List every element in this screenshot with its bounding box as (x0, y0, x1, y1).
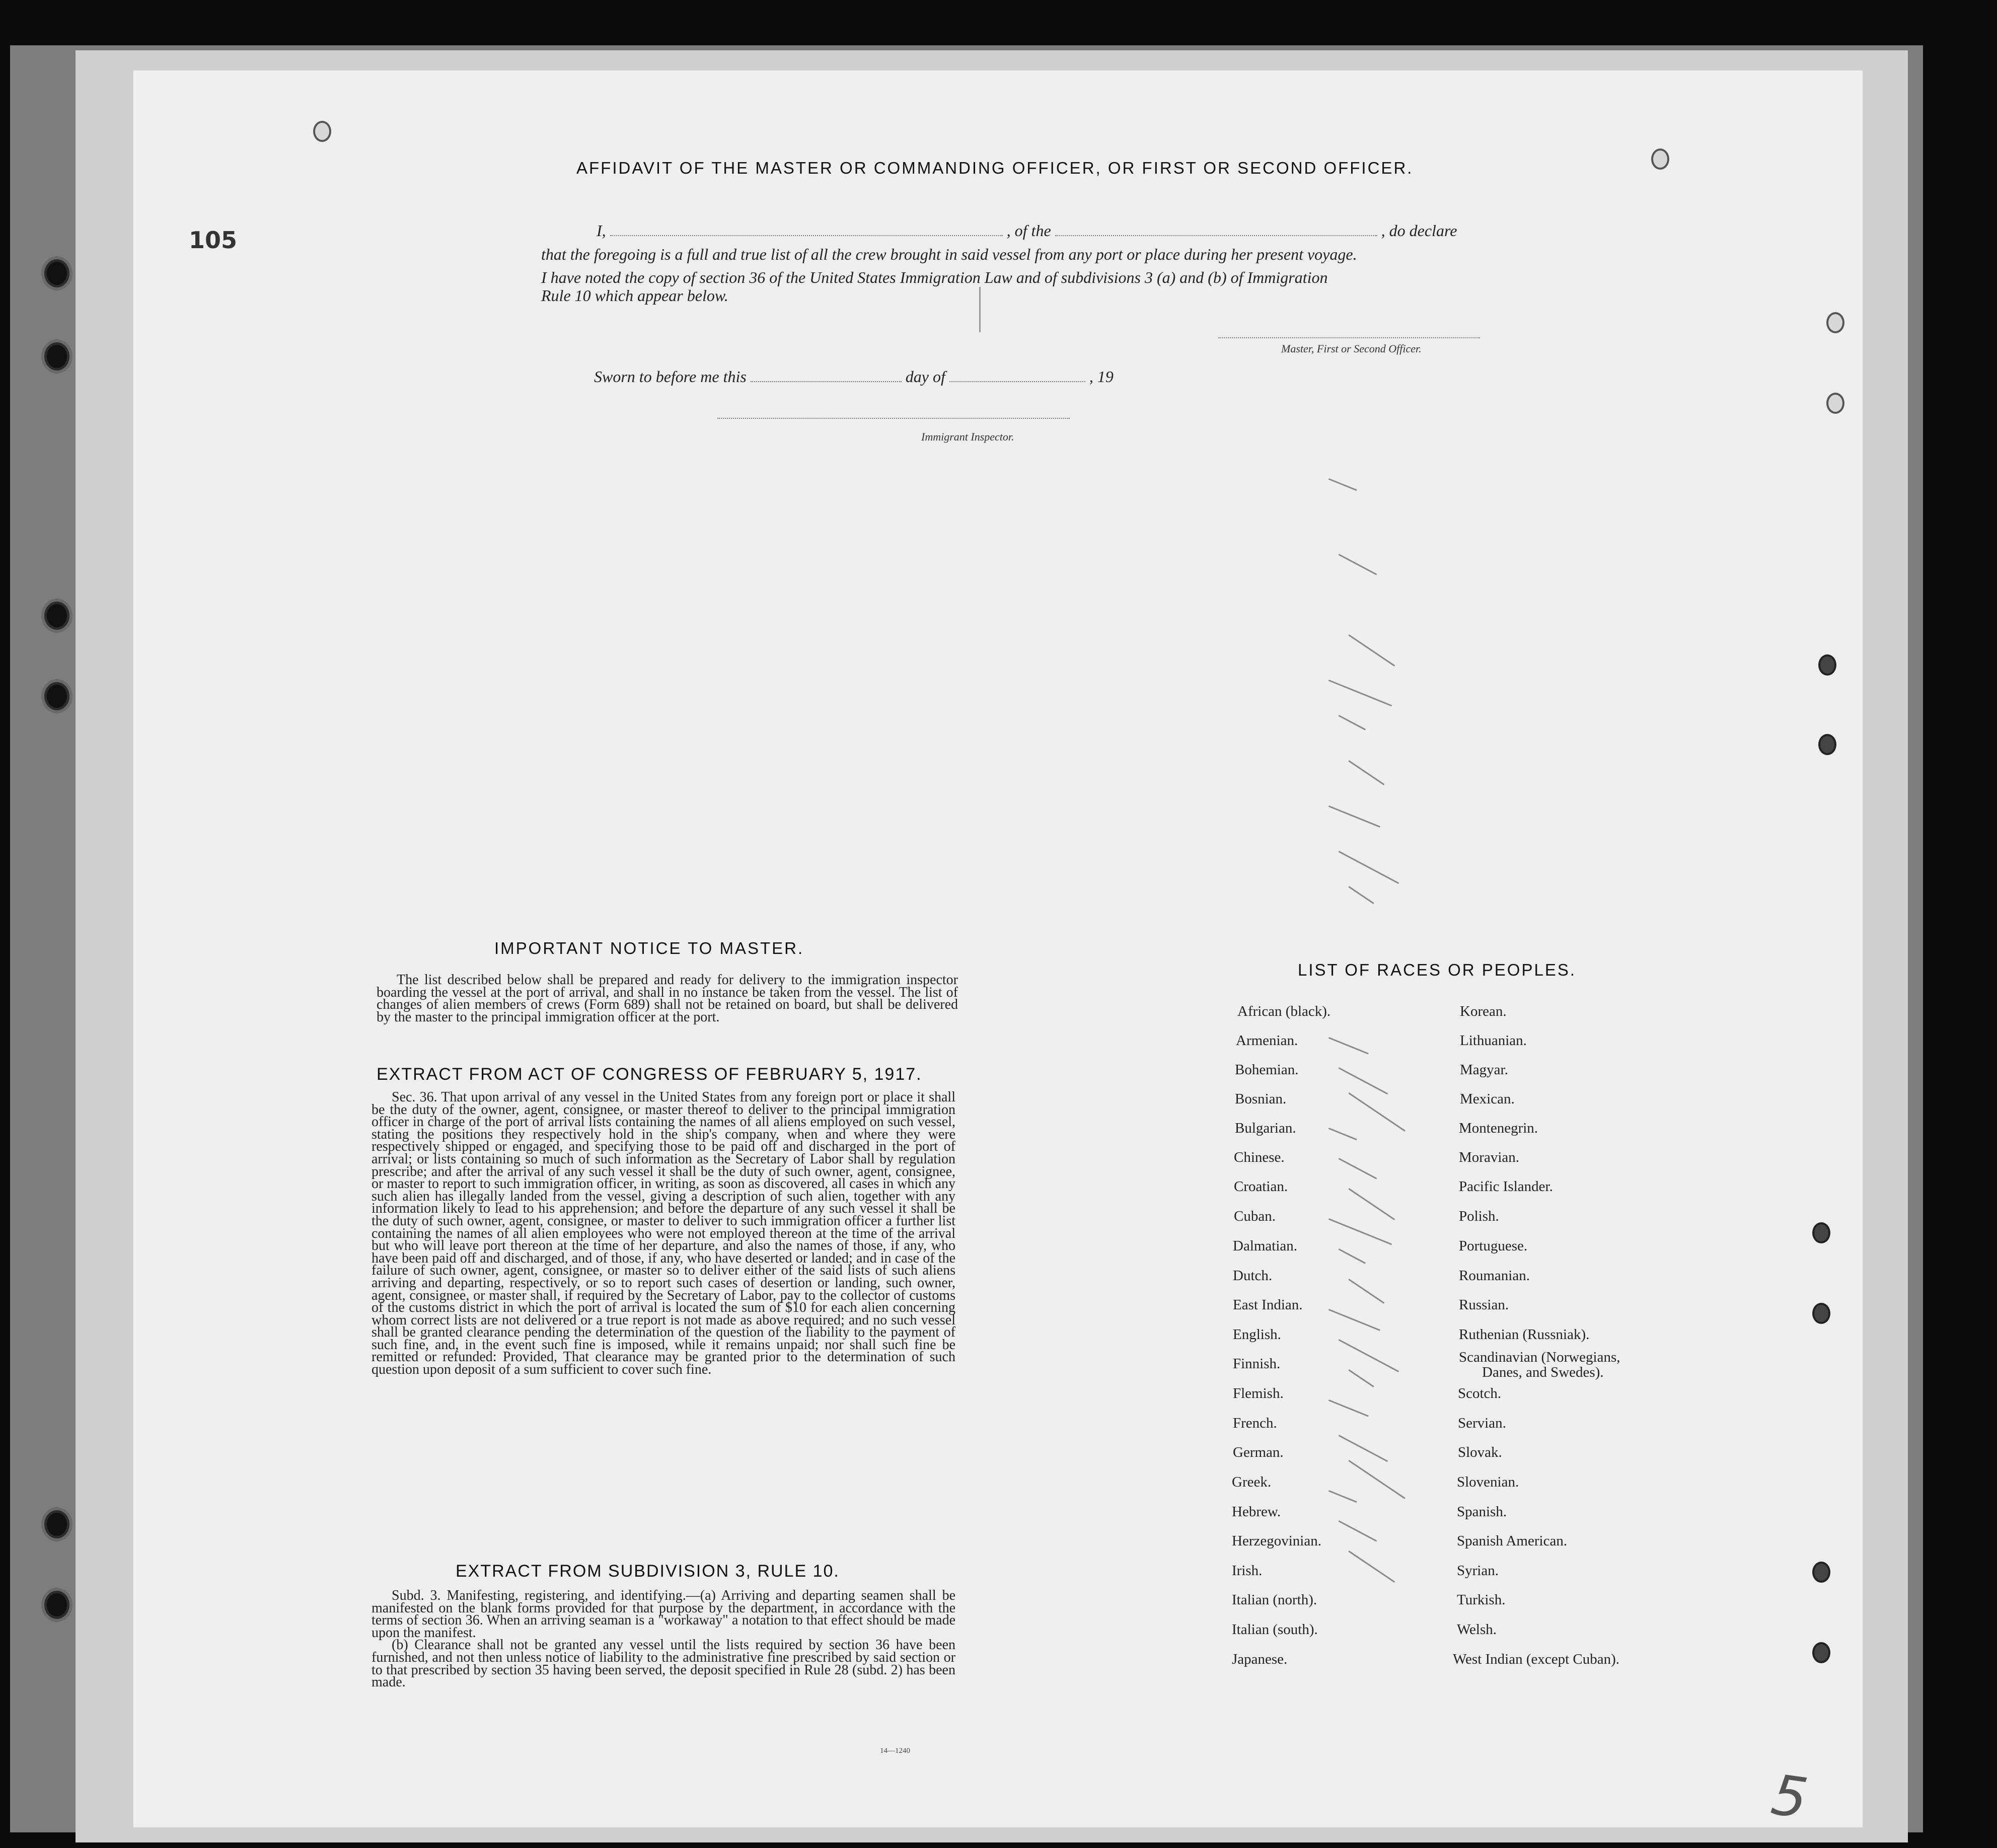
act-extract-title: EXTRACT FROM ACT OF CONGRESS OF FEBRUARY 5, 1917. (377, 1065, 922, 1084)
rule-extract-title: EXTRACT FROM SUBDIVISION 3, RULE 10. (456, 1562, 840, 1581)
race-item: Pacific Islander. (1459, 1178, 1553, 1195)
affidavit-title: AFFIDAVIT OF THE MASTER OR COMMANDING OFFICER, OR FIRST OR SECOND OFFICER. (576, 159, 1414, 177)
race-item: Welsh. (1457, 1621, 1497, 1638)
signature-line[interactable] (1218, 337, 1480, 338)
race-item-scandinavian (1459, 1349, 1620, 1379)
affidavit-declare: , do declare (1381, 221, 1457, 240)
race-item: East Indian. (1233, 1297, 1303, 1313)
sworn-day-blank[interactable] (751, 381, 902, 382)
race-item: Ruthenian (Russniak). (1459, 1326, 1590, 1343)
punch-hole (1812, 1303, 1830, 1324)
race-item: Italian (south). (1232, 1621, 1318, 1638)
race-item: Bohemian. (1235, 1062, 1299, 1078)
binder-hole (44, 342, 69, 371)
race-item: Herzegovinian. (1232, 1533, 1321, 1549)
race-item-line-2: Danes, and Swedes). (1482, 1364, 1604, 1380)
race-item: Mexican. (1460, 1091, 1515, 1107)
affidavit-line-3: I have noted the copy of section 36 of the United States Immigration Law and of subdivisions 3 (a) and (b) of Immigration (541, 268, 1328, 286)
punch-hole (1826, 393, 1844, 414)
binder-hole (44, 1510, 69, 1538)
race-item: Cuban. (1234, 1208, 1276, 1224)
inspector-signature-line[interactable] (717, 418, 1070, 419)
race-item: Servian. (1458, 1415, 1506, 1431)
notice-title: IMPORTANT NOTICE TO MASTER. (494, 939, 804, 957)
pencil-mark (979, 287, 981, 332)
inspector-label: Immigrant Inspector. (921, 430, 1014, 443)
race-item: Roumanian. (1459, 1268, 1530, 1284)
races-title: LIST OF RACES OR PEOPLES. (1298, 960, 1577, 979)
race-item: Greek. (1232, 1474, 1272, 1490)
race-item: Moravian. (1459, 1149, 1519, 1165)
race-item: Russian. (1459, 1297, 1509, 1313)
race-item: Dutch. (1233, 1268, 1273, 1284)
signature-label: Master, First or Second Officer. (1281, 342, 1422, 355)
race-item: Korean. (1460, 1003, 1507, 1019)
binder-hole (44, 1591, 69, 1619)
race-item: Magyar. (1460, 1062, 1508, 1078)
rule-extract-body (372, 1590, 955, 1689)
punch-hole (1818, 734, 1836, 755)
vessel-name-blank[interactable] (1055, 235, 1377, 236)
race-item: Montenegrin. (1459, 1120, 1538, 1136)
race-item: Chinese. (1234, 1149, 1285, 1165)
race-item: English. (1233, 1326, 1281, 1343)
notice-paragraph: The list described below shall be prepared and ready for delivery to the immigration inspector boarding the vessel at the port of arrival, and shall in no instance be taken from the vessel. The list of changes of alien members of crews (Form 689) shall not be retained on board, but shall be delivered by the master to the principal immigration officer at the port. (377, 972, 958, 1025)
subd-3b-paragraph: (b) Clearance shall not be granted any vessel until the lists required by section 36 have been furnished, and not then unless notice of liability to the administrative fine prescribed by said section or to that prescribed by section 35 having been served, the deposit specified in Rule 28 (subd. 2) has been made. (372, 1637, 955, 1690)
sworn-year: , 19 (1089, 367, 1114, 386)
race-item-line-1: Scandinavian (Norwegians, (1459, 1349, 1620, 1365)
punch-hole (1812, 1222, 1830, 1243)
stamp-number: 105 (189, 227, 238, 254)
sec-36-paragraph: Sec. 36. That upon arrival of any vessel in the United States from any foreign port or place it shall be the duty of the owner, agent, consignee, or master thereof to deliver to the principal immigration officer in charge of the port of arrival lists containing the names of all aliens employed on such vessel, stating the positions they respectively hold in the ship's company, when and where they were respectively shipped or engaged, and specifying those to be paid off and discharged in the port of arrival; or lists containing so much of such information as the Secretary of Labor shall by regulation prescribe; and after the arrival of any such vessel it shall be the duty of such owner, agent, consignee, or master to report to such immigration officer, in writing, as soon as discovered, all cases in which any such alien has illegally landed from the vessel, giving a description of such alien, together with any information likely to lead to his apprehension; and before the departure of any such vessel it shall be the duty of such owner, agent, consignee, or master to deliver to such immigration officer a further list containing the names of all alien employees who were not employed thereon at the time of the arrival but who will leave port thereon at the time of her departure, and also the names of those, if any, who have been paid off and discharged, and of those, if any, who have deserted or landed; and in case of the failure of such owner, agent, consignee, or master so to deliver either of the said lists of such aliens arriving and departing, respectively, or so to report such cases of desertion or landing, such owner, agent, consignee, or master shall, if required by the Secretary of Labor, pay to the collector of customs of the customs district in which the port of arrival is located the sum of $10 for each alien concerning whom correct lists are not delivered or a true report is not made as above required; and no such vessel shall be granted clearance pending the determination of the question of the liability to the payment of such fine, and, in the event such fine is imposed, while it remains unpaid; nor shall such fine be remitted or refunded: Provided, That clearance may be granted prior to the determination of such question upon deposit of a sum sufficient to cover such fine. (372, 1089, 955, 1378)
race-item: Slovak. (1458, 1444, 1502, 1460)
punch-hole (1826, 312, 1844, 333)
binder-hole (44, 259, 69, 287)
race-item: Slovenian. (1457, 1474, 1519, 1490)
master-name-blank[interactable] (610, 235, 1003, 236)
race-item: Scotch. (1458, 1385, 1502, 1401)
race-item: Polish. (1459, 1208, 1499, 1224)
race-item: West Indian (except Cuban). (1453, 1651, 1620, 1667)
race-item: French. (1233, 1415, 1277, 1431)
sworn-line (594, 367, 1114, 386)
punch-hole (1812, 1642, 1830, 1663)
race-item: Spanish American. (1457, 1533, 1568, 1549)
race-item: Bulgarian. (1235, 1120, 1296, 1136)
manifest-page (133, 70, 1863, 1827)
race-item: Japanese. (1232, 1651, 1288, 1667)
race-item: Irish. (1232, 1563, 1263, 1579)
affidavit-of-the: , of the (1006, 221, 1051, 240)
sworn-day-of: day of (905, 367, 945, 386)
race-item: Bosnian. (1235, 1091, 1287, 1107)
punch-hole (1651, 149, 1669, 170)
race-item: Croatian. (1234, 1178, 1288, 1195)
punch-hole (313, 121, 331, 142)
race-item: Dalmatian. (1233, 1238, 1298, 1254)
race-item: Hebrew. (1232, 1504, 1281, 1520)
race-item: German. (1233, 1444, 1284, 1460)
punch-hole (1812, 1562, 1830, 1583)
race-item: Spanish. (1457, 1504, 1507, 1520)
race-item: Italian (north). (1232, 1592, 1317, 1608)
race-item: Syrian. (1457, 1563, 1499, 1579)
subd-3a-paragraph: Subd. 3. Manifesting, registering, and identifying.—(a) Arriving and departing seamen shall be manifested on the blank forms provided for that purpose by the department, in accordance with the terms of section 36. When an arriving seaman is a "workaway" a notation to that effect should be made upon the manifest. (372, 1588, 955, 1641)
race-item: Finnish. (1233, 1356, 1281, 1372)
race-item: Flemish. (1233, 1385, 1284, 1401)
race-item: Armenian. (1236, 1032, 1298, 1049)
sworn-prefix: Sworn to before me this (594, 367, 747, 386)
affidavit-line-4: Rule 10 which appear below. (541, 286, 728, 305)
notice-body (377, 974, 958, 1023)
punch-hole (1818, 654, 1836, 676)
binder-hole (44, 602, 69, 630)
race-item: Turkish. (1457, 1592, 1506, 1608)
binder-hole (44, 682, 69, 710)
sworn-month-blank[interactable] (949, 381, 1085, 382)
form-code: 14—1240 (880, 1747, 910, 1755)
affidavit-i: I, (597, 221, 606, 240)
affidavit-line-1 (597, 221, 1457, 240)
act-extract-body (372, 1091, 955, 1376)
page-number-mark: 5 (1767, 1762, 1812, 1831)
race-item: African (black). (1237, 1003, 1331, 1019)
race-item: Lithuanian. (1460, 1032, 1527, 1049)
race-item: Portuguese. (1459, 1238, 1528, 1254)
affidavit-line-2: that the foregoing is a full and true list of all the crew brought in said vessel from any port or place during her present voyage. (541, 245, 1357, 263)
